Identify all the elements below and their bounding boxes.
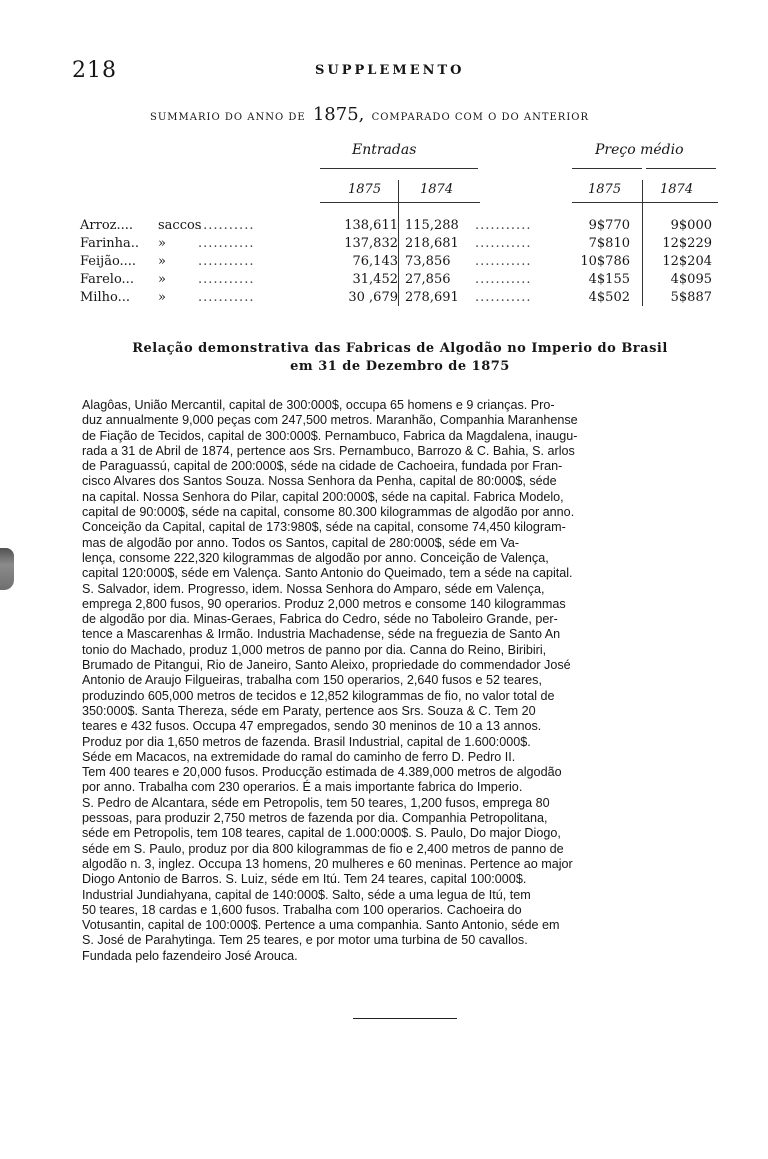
row-leader-dots: ........... — [198, 290, 255, 305]
body-line: Alagôas, União Mercantil, capital de 300:000$, occupa 65 homens e 9 crianças. Pro- — [82, 398, 555, 412]
body-line: séde em Petropolis, tem 108 teares, capital de 1.000:000$. S. Paulo, Do major Diogo, — [82, 826, 561, 841]
row-product: Milho... — [80, 290, 130, 305]
summary-title — [150, 104, 589, 125]
body-line: Antonio de Araujo Filgueiras, trabalha com 150 operarios, 2,640 fusos e 52 teares, — [82, 673, 542, 688]
body-line: S. José de Parahytinga. Tem 25 teares, e por motor uma turbina de 50 cavallos. — [82, 933, 528, 948]
section-heading — [80, 340, 720, 376]
row-entradas-1874: 27,856 — [405, 272, 451, 287]
row-leader-dots: ........... — [198, 272, 255, 287]
body-line: Diogo Antonio de Barros. S. Luiz, séde em Itú. Tem 24 teares, capital 100:000$. — [82, 872, 527, 887]
body-line: Votusantin, capital de 100:000$. Pertence a uma companhia. Santo Antonio, séde em — [82, 918, 560, 933]
body-text — [82, 398, 722, 964]
row-preco-1875: 7$810 — [588, 236, 630, 251]
row-product: Arroz.... — [80, 218, 134, 233]
table-row — [80, 236, 720, 254]
row-leader-dots: ........... — [198, 254, 255, 269]
body-line: Produz por dia 1,650 metros de fazenda. Brasil Industrial, capital de 1.600:000$. — [82, 734, 531, 749]
row-product: Farelo... — [80, 272, 134, 287]
body-line: produzindo 605,000 metros de tecidos e 12,852 kilogrammas de fio, no valor total de — [82, 688, 555, 703]
body-line: na capital. Nossa Senhora do Pilar, capital 200:000$, séde na capital. Fabrica Modelo, — [82, 489, 564, 504]
brace-entradas-1874 — [398, 168, 478, 177]
year-header-preco-1874: 1874 — [660, 182, 694, 197]
row-leader-dots-2: ........... — [475, 272, 532, 287]
page-number: 218 — [72, 58, 117, 83]
row-unit: » — [158, 290, 166, 305]
body-line: de algodão por dia. Minas-Geraes, Fabrica do Cedro, séde no Taboleiro Grande, per- — [82, 612, 558, 627]
body-line: 50 teares, 18 cardas e 1,600 fusos. Trabalha com 100 operarios. Cachoeira do — [82, 902, 522, 917]
running-title: SUPPLEMENTO — [315, 63, 465, 78]
row-preco-1875: 9$770 — [588, 218, 630, 233]
row-entradas-1875: 76,143 — [352, 254, 398, 269]
summary-title-year: 1875, — [312, 104, 365, 125]
header-underline-preco — [572, 202, 718, 203]
row-leader-dots-2: ........... — [475, 218, 532, 233]
row-unit: saccos — [158, 218, 202, 233]
row-preco-1874: 4$095 — [670, 272, 712, 287]
row-preco-1874: 12$229 — [662, 236, 712, 251]
year-header-entradas-1875: 1875 — [348, 182, 382, 197]
body-line: de Fiação de Tecidos, capital de 300:000$. Pernambuco, Fabrica da Magdalena, inaugu- — [82, 428, 578, 443]
row-preco-1874: 5$887 — [670, 290, 712, 305]
row-leader-dots: ........... — [198, 236, 255, 251]
body-line: S. Salvador, idem. Progresso, idem. Nossa Senhora do Amparo, séde em Valença, — [82, 581, 545, 596]
body-line: Fundada pelo fazendeiro José Arouca. — [82, 948, 298, 963]
closing-rule — [353, 1018, 457, 1019]
body-line: tonio do Machado, produz 1,000 metros de panno por dia. Canna do Reino, Biribiri, — [82, 642, 547, 657]
summary-title-suffix: COMPARADO COM O DO ANTERIOR — [371, 112, 590, 123]
row-unit: » — [158, 236, 166, 251]
body-line: duz annualmente 9,000 peças com 247,500 metros. Maranhão, Companhia Maranhense — [82, 413, 578, 428]
row-entradas-1875: 138,611 — [344, 218, 398, 233]
body-line: pessoas, para produzir 2,750 metros de fazenda por dia. Companhia Petropolitana, — [82, 811, 548, 826]
body-line: de Paraguassú, capital de 200:000$, séde na cidade de Cachoeira, fundada por Fran- — [82, 459, 563, 474]
table-row — [80, 218, 720, 236]
row-entradas-1874: 278,691 — [405, 290, 459, 305]
row-leader-dots-2: ........... — [475, 254, 532, 269]
row-entradas-1874: 115,288 — [405, 218, 459, 233]
year-header-entradas-1874: 1874 — [420, 182, 454, 197]
margin-ink-mark — [0, 548, 14, 590]
row-leader-dots: ........... — [198, 218, 255, 233]
body-line: emprega 2,800 fusos, 90 operarios. Produz 2,000 metros e consome 140 kilogrammas — [82, 596, 566, 611]
row-preco-1874: 9$000 — [670, 218, 712, 233]
summary-title-prefix: SUMMARIO DO ANNO DE — [150, 112, 306, 123]
table-row — [80, 290, 720, 308]
row-preco-1875: 4$155 — [588, 272, 630, 287]
body-line: 350:000$. Santa Thereza, séde em Paraty, pertence aos Srs. Souza & C. Tem 20 — [82, 703, 536, 718]
body-line: lença, consome 222,320 kilogrammas de algodão por anno. Conceição de Valença, — [82, 550, 549, 565]
table-row — [80, 254, 720, 272]
preco-medio-header: Preço médio — [595, 142, 684, 158]
body-line: teares e 432 fusos. Occupa 47 empregados, sendo 30 meninos de 10 a 13 annos. — [82, 719, 542, 734]
brace-preco-1874 — [646, 168, 716, 177]
row-entradas-1874: 218,681 — [405, 236, 459, 251]
row-entradas-1874: 73,856 — [405, 254, 451, 269]
year-header-preco-1875: 1875 — [588, 182, 622, 197]
row-product: Feijão.... — [80, 254, 137, 269]
body-line: Conceição da Capital, capital de 173:980$, séde na capital, consome 74,450 kilogram- — [82, 520, 566, 535]
body-line: mas de algodão por anno. Todos os Santos, capital de 280:000$, séde em Va- — [82, 535, 520, 550]
body-line: capital 120:000$, séde em Valença. Santo Antonio do Queimado, tem a séde na capital. — [82, 566, 573, 581]
body-line: Brumado de Pitangui, Rio de Janeiro, Santo Aleixo, propriedade do commendador José — [82, 658, 571, 673]
row-preco-1875: 10$786 — [580, 254, 630, 269]
row-leader-dots-2: ........... — [475, 290, 532, 305]
row-entradas-1875: 31,452 — [352, 272, 398, 287]
brace-entradas-1875 — [320, 168, 402, 177]
entradas-header: Entradas — [352, 142, 417, 158]
row-product: Farinha.. — [80, 236, 140, 251]
table-row — [80, 272, 720, 290]
row-entradas-1875: 137,832 — [344, 236, 398, 251]
body-line: capital de 90:000$, séde na capital, consome 80.300 kilogrammas de algodão por anno. — [82, 505, 575, 520]
body-line: por anno. Trabalha com 230 operarios. É a mais importante fabrica do Imperio. — [82, 780, 523, 795]
body-line: Tem 400 teares e 20,000 fusos. Producção estimada de 4.389,000 metros de algodão — [82, 765, 562, 780]
section-heading-line-1: Relação demonstrativa das Fabricas de Algodão no Imperio do Brasil — [132, 341, 668, 356]
section-heading-line-2: em 31 de Dezembro de 1875 — [290, 359, 510, 374]
brace-preco-1875 — [572, 168, 642, 177]
row-unit: » — [158, 272, 166, 287]
header-underline-entradas — [320, 202, 480, 203]
body-line: Séde em Macacos, na extremidade do ramal do caminho de ferro D. Pedro II. — [82, 749, 516, 764]
body-line: séde em S. Paulo, produz por dia 800 kilogrammas de fio e 2,400 metros de panno de — [82, 841, 564, 856]
body-line: cisco Alvares dos Santos Souza. Nossa Senhora da Penha, capital de 80:000$, séde — [82, 474, 557, 489]
row-unit: » — [158, 254, 166, 269]
body-line: rada a 31 de Abril de 1874, pertence aos Srs. Pernambuco, Barrozo & C. Bahia, S. arlos — [82, 443, 575, 458]
body-line: S. Pedro de Alcantara, séde em Petropolis, tem 50 teares, 1,200 fusos, emprega 80 — [82, 795, 550, 810]
row-preco-1874: 12$204 — [662, 254, 712, 269]
body-line: Industrial Jundiahyana, capital de 140:000$. Salto, séde a uma legua de Itú, tem — [82, 887, 531, 902]
row-entradas-1875: 30 ,679 — [348, 290, 398, 305]
row-preco-1875: 4$502 — [588, 290, 630, 305]
body-line: algodão n. 3, inglez. Occupa 13 homens, 20 mulheres e 60 meninas. Pertence ao major — [82, 856, 573, 871]
body-line: tence a Mascarenhas & Irmão. Industria Machadense, séde na freguezia de Santo An — [82, 627, 561, 642]
summary-table — [80, 138, 720, 318]
row-leader-dots-2: ........... — [475, 236, 532, 251]
